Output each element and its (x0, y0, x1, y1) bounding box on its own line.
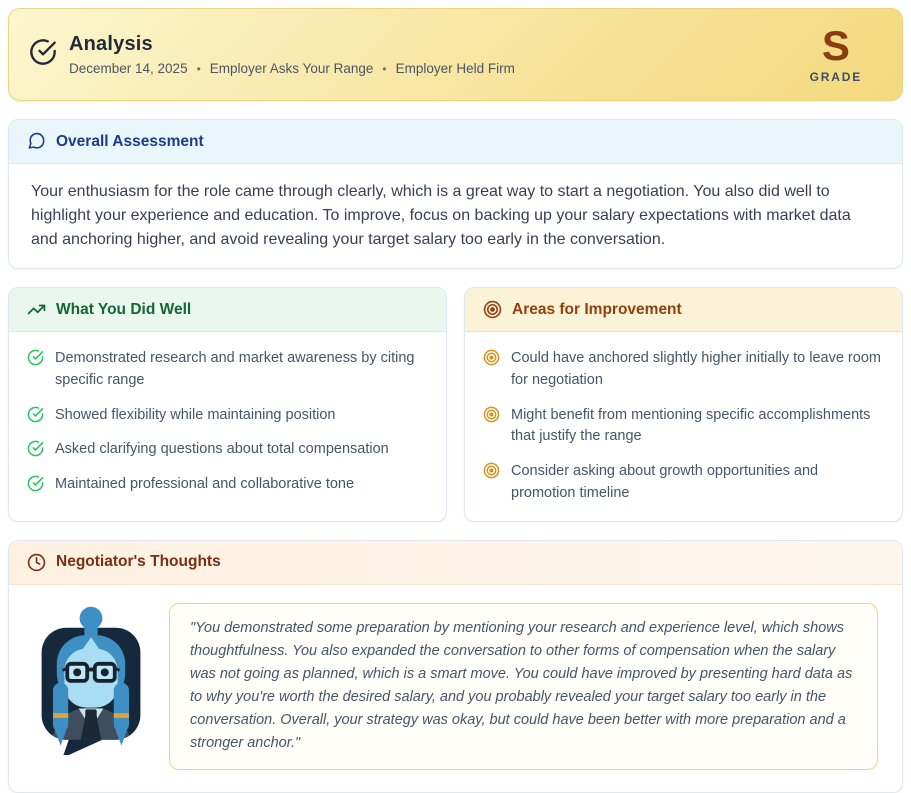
overall-assessment-header (9, 120, 902, 164)
negotiator-quote-box (169, 603, 878, 770)
negotiator-quote-text: "You demonstrated some preparation by mentioning your research and experience level, which shows thoughtfulness. You also expanded the conversation to other forms of compensation when the salary was not going as planned, which is a smart move. You could have improved by presenting hard data as to why you're worth the desired salary, and you probably revealed your target salary too early in the conversation. Overall, your strategy was okay, but could have been better with more preparation and a stronger anchor." (190, 619, 853, 752)
improvement-item-text: Might benefit from mentioning specific accomplishments that justify the range (511, 406, 871, 445)
check-circle-icon (29, 38, 57, 66)
negotiator-thoughts-card (8, 540, 903, 793)
negotiator-avatar (35, 603, 147, 755)
list-item (27, 348, 428, 392)
strength-item-text: Showed flexibility while maintaining position (55, 406, 336, 423)
improvements-list (465, 332, 902, 521)
check-circle-icon (27, 349, 44, 392)
improvement-item-text: Consider asking about growth opportunities and promotion timeline (511, 463, 819, 501)
improvements-title: Areas for Improvement (512, 300, 682, 318)
list-item (27, 474, 428, 496)
strength-item-text: Demonstrated research and market awareness by citing specific range (55, 350, 415, 388)
analysis-header-card (8, 8, 903, 101)
grade-badge (809, 22, 876, 84)
analysis-date: December 14, 2025 (69, 61, 188, 76)
grade-label: GRADE (809, 70, 862, 84)
target-icon (483, 349, 500, 392)
analysis-header-left (29, 33, 515, 76)
check-circle-icon (27, 440, 44, 461)
target-icon (483, 462, 500, 505)
negotiator-thoughts-title: Negotiator's Thoughts (56, 553, 221, 570)
list-item (483, 461, 884, 505)
list-item (27, 405, 428, 427)
analysis-header-text (69, 33, 515, 76)
outcome-label: Employer Held Firm (395, 61, 515, 76)
overall-assessment-text: Your enthusiasm for the role came through clearly, which is a great way to start a negotiation. You also did well to highlight your experience and education. To improve, focus on backing up your salary expectations with market data and anchoring higher, and avoid revealing your target salary too early in the conversation. (31, 183, 851, 248)
separator-dot: • (196, 61, 201, 76)
grade-letter: S (821, 22, 850, 69)
scenario-label: Employer Asks Your Range (209, 61, 374, 76)
list-item (27, 439, 428, 461)
feedback-columns (8, 287, 903, 522)
strengths-list (9, 332, 446, 512)
analysis-page (8, 8, 903, 793)
analysis-subtitle (69, 61, 515, 76)
strength-item-text: Maintained professional and collaborative tone (55, 476, 355, 492)
target-icon (483, 300, 502, 319)
clock-icon (27, 553, 46, 572)
improvement-item-text: Could have anchored slightly higher initially to leave room for negotiation (511, 350, 881, 388)
overall-assessment-body (9, 164, 902, 268)
list-item (483, 348, 884, 392)
separator-dot: • (382, 61, 387, 76)
improvements-card (464, 287, 903, 522)
strength-item-text: Asked clarifying questions about total compensation (55, 441, 389, 458)
overall-assessment-title: Overall Assessment (56, 132, 204, 150)
page-title: Analysis (69, 33, 153, 55)
target-icon (483, 406, 500, 449)
improvements-header (465, 288, 902, 332)
negotiator-thoughts-body (9, 585, 902, 792)
negotiator-thoughts-header (9, 541, 902, 585)
strengths-title: What You Did Well (56, 300, 192, 318)
overall-assessment-card (8, 119, 903, 269)
message-circle-icon (27, 132, 46, 151)
strengths-card (8, 287, 447, 522)
list-item (483, 405, 884, 449)
check-circle-icon (27, 475, 44, 496)
strengths-header (9, 288, 446, 332)
trending-up-icon (27, 300, 46, 319)
check-circle-icon (27, 406, 44, 427)
